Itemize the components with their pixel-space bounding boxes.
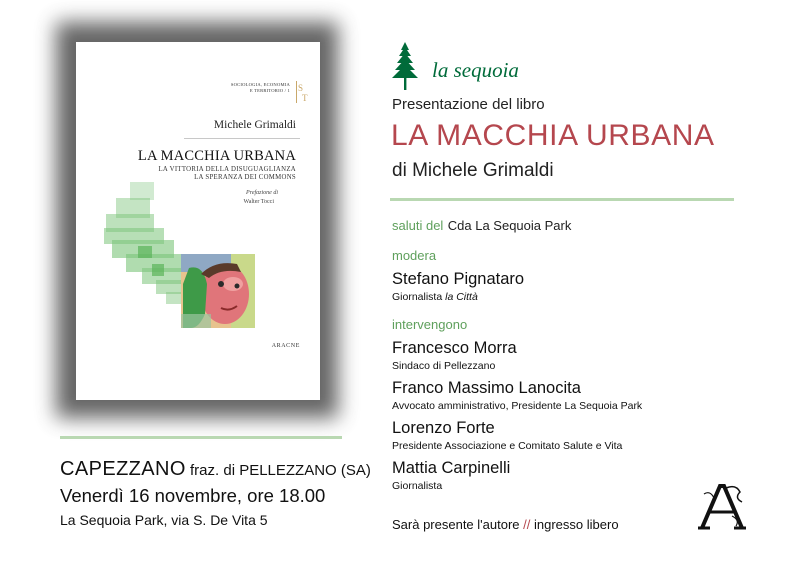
cover-preface-label: Prefazione di (246, 190, 278, 196)
venue-location (60, 458, 371, 481)
aracne-publisher-logo (696, 480, 748, 532)
venue-town: CAPEZZANO (60, 458, 186, 480)
moderator-outlet: la Città (445, 291, 478, 303)
author-present-note: Sarà presente l'autore (392, 517, 520, 532)
book-cover (76, 42, 320, 400)
speaker-role: Avvocato amministrativo, Presidente La Sequoia Park (392, 400, 643, 412)
presentation-intro: Presentazione del libro (392, 96, 545, 113)
speaker-role: Giornalista (392, 480, 443, 492)
cover-series-line: SOCIOLOGIA, ECONOMIA (230, 82, 290, 87)
cover-portrait-image (181, 254, 255, 328)
cover-subtitle-line: LA SPERANZA DEI COMMONS (194, 174, 296, 181)
divider-left (60, 436, 342, 439)
speaker-name: Lorenzo Forte (392, 419, 495, 437)
moderator-name: Stefano Pignataro (392, 270, 525, 288)
moderator-label: modera (392, 248, 437, 263)
venue-address: La Sequoia Park, via S. De Vita 5 (60, 512, 268, 528)
series-logo-icon (296, 81, 310, 103)
sequoia-tree-icon (392, 42, 418, 90)
free-entry-note: ingresso libero (534, 517, 619, 532)
greetings-line (392, 217, 571, 235)
cover-divider (184, 138, 300, 139)
cover-series (231, 82, 290, 93)
svg-text:T: T (302, 93, 308, 103)
cover-publisher: ARACNE (271, 343, 300, 349)
divider-right (390, 198, 734, 201)
footer-note (392, 517, 619, 532)
speaker-role: Presidente Associazione e Comitato Salute e Vita (392, 440, 623, 452)
book-title: LA MACCHIA URBANA (391, 119, 715, 152)
event-datetime: Venerdì 16 novembre, ore 18.00 (60, 485, 326, 506)
greetings-label: saluti del (392, 218, 444, 233)
speaker-role: Sindaco di Pellezzano (392, 360, 496, 372)
cover-preface-author: Walter Tocci (243, 199, 274, 205)
svg-text:S: S (298, 83, 304, 93)
cover-series-line: E TERRITORIO / 1 (249, 87, 290, 93)
moderator-role-text: Giornalista (392, 291, 443, 303)
greetings-entity: Cda La Sequoia Park (447, 218, 572, 233)
brand-name: la sequoia (432, 58, 519, 82)
venue-hamlet: fraz. di PELLEZZANO (SA) (190, 462, 371, 479)
footer-separator: // (523, 517, 531, 532)
cover-title: LA MACCHIA URBANA (137, 148, 296, 164)
cover-author: Michele Grimaldi (213, 119, 296, 131)
speakers-label: intervengono (392, 317, 468, 332)
speaker-name: Mattia Carpinelli (392, 459, 511, 477)
speaker-name: Franco Massimo Lanocita (392, 379, 581, 397)
cover-subtitle-line: LA VITTORIA DELLA DISUGUAGLIANZA (158, 166, 296, 173)
moderator-role (392, 291, 478, 303)
speaker-name: Francesco Morra (392, 339, 517, 357)
book-author: di Michele Grimaldi (392, 160, 554, 181)
